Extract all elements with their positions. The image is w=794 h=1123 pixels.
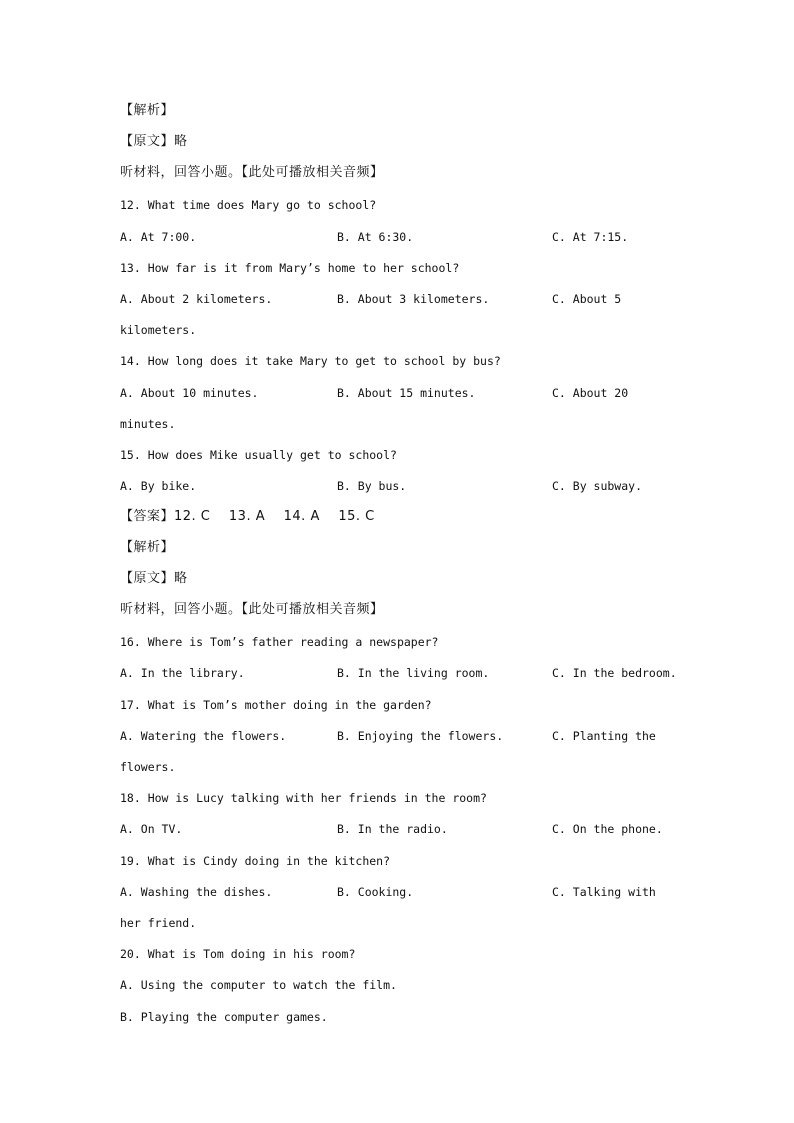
option-a: A. Washing the dishes. (120, 885, 273, 899)
option-b: B. At 6:30. (337, 230, 414, 244)
question-stem: 17. What is Tom’s mother doing in the garden? (120, 698, 432, 712)
option-b: B. Cooking. (337, 885, 414, 899)
option-c: C. In the bedroom. (552, 666, 677, 680)
listening-instruction: 听材料，回答小题。【此处可播放相关音频】 (120, 165, 384, 180)
question-stem: 15. How does Mike usually get to school? (120, 448, 397, 462)
option-c: C. On the phone. (552, 822, 663, 836)
analysis-heading: 【解析】 (120, 103, 175, 118)
question-stem: 14. How long does it take Mary to get to school by bus? (120, 354, 501, 368)
answer-line: 【答案】12. C 13. A 14. A 15. C (120, 509, 375, 524)
option-a: A. On TV. (120, 822, 183, 836)
option-a: A. About 10 minutes. (120, 386, 259, 400)
option-a: A. About 2 kilometers. (120, 292, 273, 306)
option-b: B. Enjoying the flowers. (337, 729, 504, 743)
option-c: C. By subway. (552, 479, 643, 493)
option-b: B. About 15 minutes. (337, 386, 476, 400)
question-stem: 18. How is Lucy talking with her friends in the room? (120, 791, 487, 805)
option-c-wrap: minutes. (120, 417, 176, 431)
analysis-heading: 【解析】 (120, 540, 175, 555)
option-b: B. About 3 kilometers. (337, 292, 490, 306)
option-b: B. In the radio. (337, 822, 448, 836)
listening-instruction: 听材料，回答小题。【此处可播放相关音频】 (120, 602, 384, 617)
option-c: C. About 5 (552, 292, 622, 306)
option-c: C. Talking with (552, 885, 656, 899)
option-c: C. About 20 (552, 386, 629, 400)
option-a: A. Watering the flowers. (120, 729, 287, 743)
option-a: A. Using the computer to watch the film. (120, 978, 397, 992)
question-stem: 12. What time does Mary go to school? (120, 198, 377, 212)
option-c-wrap: her friend. (120, 916, 197, 930)
option-b: B. By bus. (337, 479, 407, 493)
option-b: B. In the living room. (337, 666, 490, 680)
question-stem: 16. Where is Tom’s father reading a newspaper? (120, 635, 439, 649)
question-stem: 13. How far is it from Mary’s home to her school? (120, 261, 460, 275)
option-c: C. At 7:15. (552, 230, 629, 244)
option-a: A. At 7:00. (120, 230, 197, 244)
option-c-wrap: kilometers. (120, 323, 197, 337)
original-heading: 【原文】略 (120, 134, 188, 149)
option-c: C. Planting the (552, 729, 656, 743)
option-a: A. In the library. (120, 666, 245, 680)
option-b: B. Playing the computer games. (120, 1010, 328, 1024)
question-stem: 19. What is Cindy doing in the kitchen? (120, 854, 391, 868)
option-c-wrap: flowers. (120, 760, 176, 774)
original-heading: 【原文】略 (120, 571, 188, 586)
question-stem: 20. What is Tom doing in his room? (120, 947, 356, 961)
option-a: A. By bike. (120, 479, 197, 493)
